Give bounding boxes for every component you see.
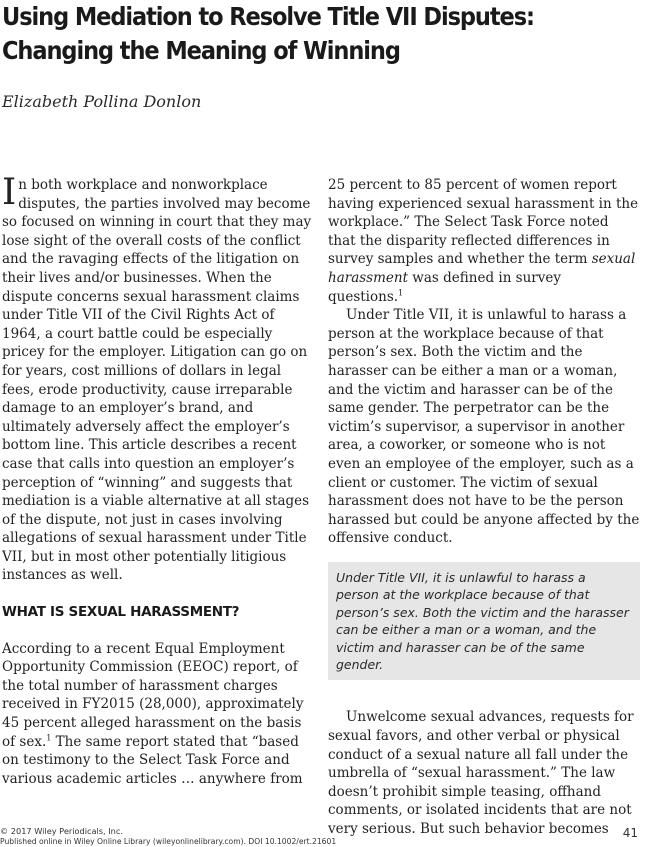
left-column (2, 172, 312, 788)
right-column (328, 176, 640, 838)
eeoc-text: According to a recent Equal Employment Opportunity Commission (EEOC) report, of the total number of harassment charges received in FY2015 (28,000), approximately 45 percent alleged harassment on the basis of sex. (2, 640, 304, 750)
eeoc-paragraph (2, 640, 312, 789)
page-number: 41 (622, 826, 638, 840)
article-title: Using Mediation to Resolve Title VII Disputes: Changing the Meaning of Winning (2, 2, 534, 65)
survey-text-b: was defined in survey questions. (328, 269, 562, 305)
intro-text: n both workplace and nonworkplace disputes, the parties involved may become so focused on winning in court that they may lose sight of the overall costs of the conflict and the ravaging effects of the litigation on their lives and/or businesses. When the dispute concerns sexual harassment claims under Title VII of the Civil Rights Act of 1964, a court battle could be especially pricey for the employer. Litigation can go on for years, cost millions of dollars in legal fees, erode productivity, cause irreparable damage to an employer’s brand, and ultimately adversely affect the employer’s bottom line. This article describes a recent case that calls into question an employer’s perception of “winning” and suggests that mediation is a viable alternative at all stages of the dispute, not just in cases involving allegations of sexual harassment under Title VII, but in most other potentially litigious instances as well. (2, 177, 312, 584)
pull-quote: Under Title VII, it is unlawful to harass a person at the workplace because of that person’s sex. Both the victim and the harasser can be either a man or a woman, and the victim and harasser can be of the same gender. (328, 562, 640, 680)
footnote-ref: 1 (46, 733, 52, 743)
drop-cap: I (2, 172, 17, 213)
section-heading: WHAT IS SEXUAL HARASSMENT? (2, 604, 240, 621)
publication-notice: Published online in Wiley Online Library (wileyonlinelibrary.com). DOI 10.1002/ert.21601 (0, 837, 337, 846)
survey-text-a: 25 percent to 85 percent of women report having experienced sexual harassment in the workplace.” The Select Task Force noted that the disparity reflected differences in survey samples and whether the term (328, 177, 639, 268)
survey-term: sexual harassment (328, 251, 636, 286)
copyright-notice: © 2017 Wiley Periodicals, Inc. (0, 826, 123, 836)
title-vii-paragraph: Under Title VII, it is unlawful to harass a person at the workplace because of that person’s sex. Both the victim and the harasser can be either a man or a woman, and the victim and harasser can be of the same gender. The perpetrator can be the victim’s supervisor, a supervisor in another area, a coworker, or someone who is not even an employee of the employer, such as a client or customer. The victim of sexual harassment does not have to be the person harassed but could be anyone affected by the offensive conduct. (328, 307, 640, 547)
unwelcome-paragraph: Unwelcome sexual advances, requests for sexual favors, and other verbal or physical conduct of a sexual nature all fall under the umbrella of “sexual harassment.” The law doesn’t prohibit simple teasing, offhand comments, or isolated incidents that are not very serious. But such behavior becomes (328, 709, 634, 837)
survey-paragraph (328, 176, 640, 306)
intro-paragraph (2, 172, 312, 585)
article-author: Elizabeth Pollina Donlon (2, 92, 202, 111)
eeoc-text-cont: The same report stated that “based on testimony to the Select Task Force and various academic articles … anywhere from (2, 733, 303, 787)
footnote-ref: 1 (398, 288, 404, 298)
